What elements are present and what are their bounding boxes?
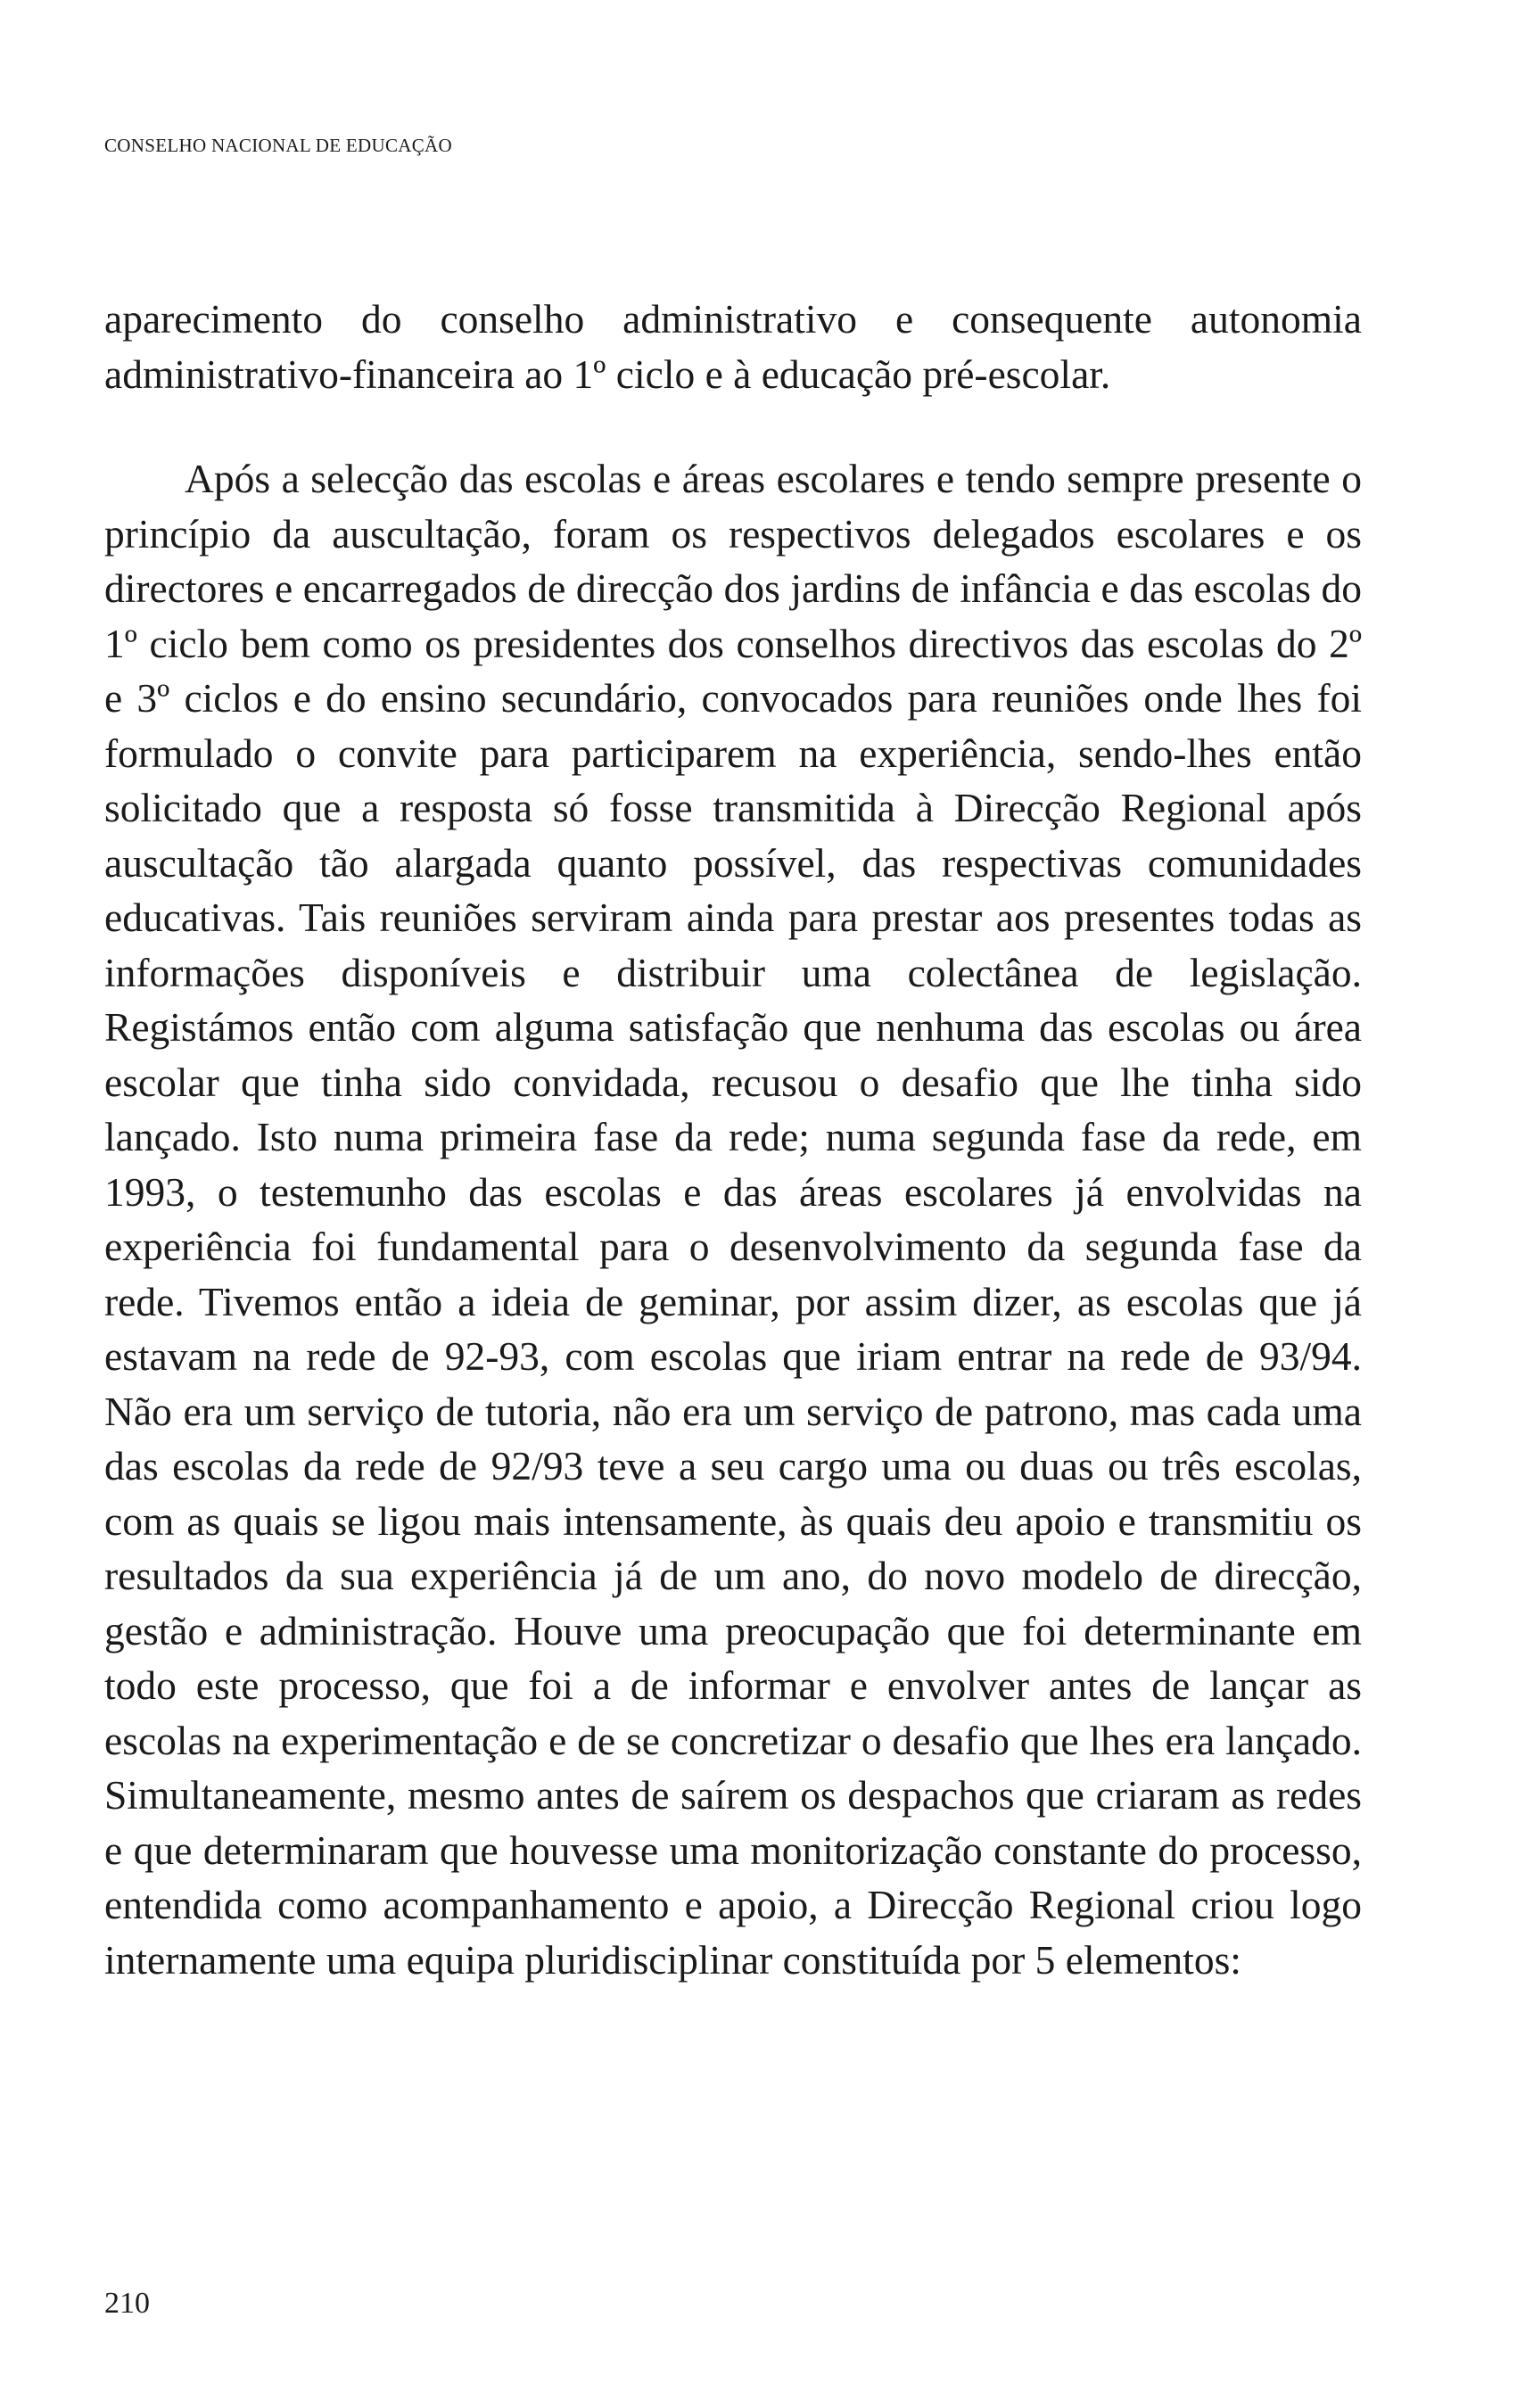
body-text (104, 292, 1362, 1987)
running-header: CONSELHO NACIONAL DE EDUCAÇÃO (104, 135, 452, 156)
paragraph-main: Após a selecção das escolas e áreas escolares e tendo sempre presente o princípio da auscultação, foram os respectivos delegados escolares e os directores e encarregados de direcção dos jardins de infância e das escolas do 1º ciclo bem como os presidentes dos conselhos directivos das escolas do 2º e 3º ciclos e do ensino secundário, convocados para reuniões onde lhes foi formulado o convite para participarem na experiência, sendo-lhes então solicitado que a resposta só fosse transmitida à Direcção Regional após auscultação tão alargada quanto possível, das respectivas comunidades educativas. Tais reuniões serviram ainda para prestar aos presentes todas as informações disponíveis e distribuir uma colectânea de legislação. Registámos então com alguma satisfação que nenhuma das escolas ou área escolar que tinha sido convidada, recusou o desafio que lhe tinha sido lançado. Isto numa primeira fase da rede; numa segunda fase da rede, em 1993, o testemunho das escolas e das áreas escolares já envolvidas na experiência foi fundamental para o desenvolvimento da segunda fase da rede. Tivemos então a ideia de geminar, por assim dizer, as escolas que já estavam na rede de 92-93, com escolas que iriam entrar na rede de 93/94. Não era um serviço de tutoria, não era um serviço de patrono, mas cada uma das escolas da rede de 92/93 teve a seu cargo uma ou duas ou três escolas, com as quais se ligou mais intensamente, às quais deu apoio e transmitiu os resultados da sua experiência já de um ano, do novo modelo de direcção, gestão e administração. Houve uma preocupação que foi determinante em todo este processo, que foi a de informar e envolver antes de lançar as escolas na experimentação e de se concretizar o desafio que lhes era lançado. Simultaneamente, mesmo antes de saírem os despachos que criaram as redes e que determinaram que houvesse uma monitorização constante do processo, entendida como acompanhamento e apoio, a Direcção Regional criou logo internamente uma equipa pluridisciplinar constituída por 5 elementos: (104, 456, 1362, 1983)
page-number: 210 (104, 2287, 150, 2320)
paragraph-continuation: aparecimento do conselho administrativo e consequente autonomia administrativo-financeira ao 1º ciclo e à educação pré-escolar. (104, 296, 1362, 397)
